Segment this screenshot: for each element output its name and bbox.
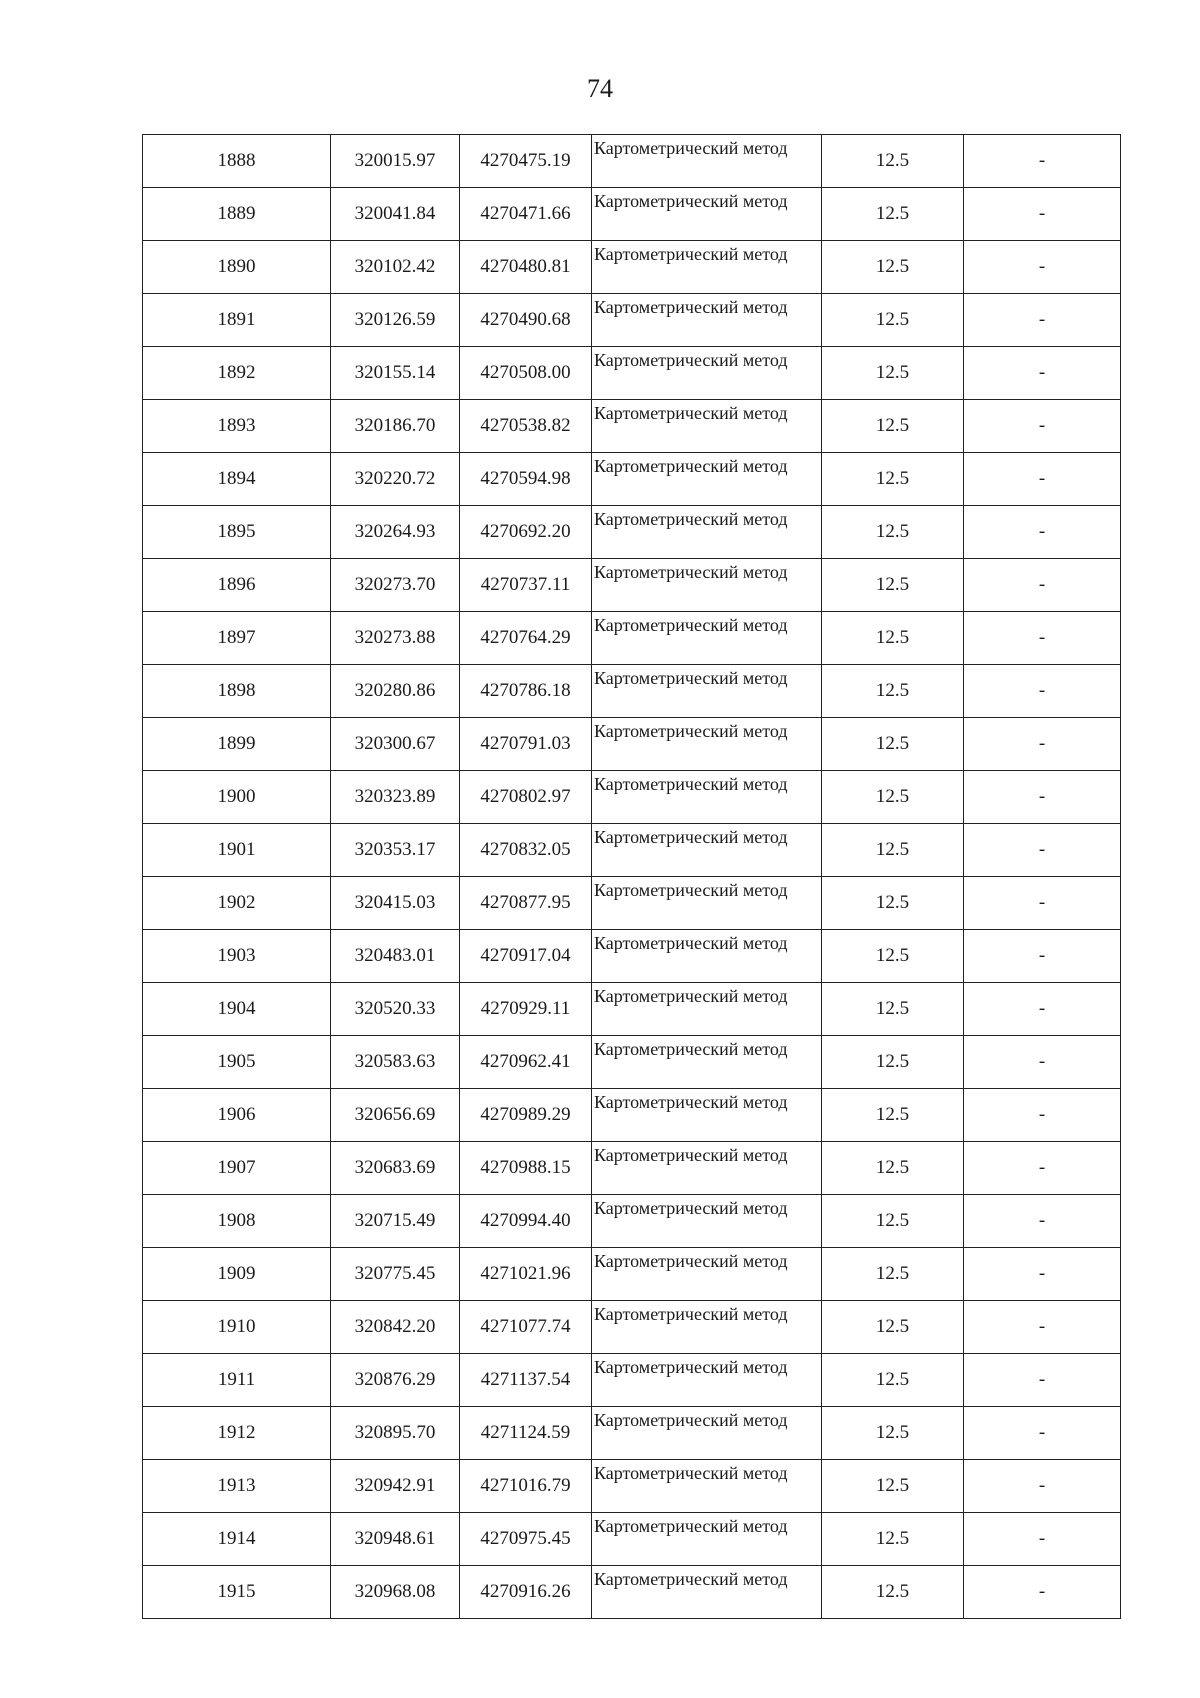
table-row xyxy=(143,347,1121,400)
table-row xyxy=(143,400,1121,453)
accuracy-cell: 12.5 xyxy=(822,1089,964,1142)
x-coordinate-cell: 320220.72 xyxy=(331,453,460,506)
point-cell: 1892 xyxy=(143,347,331,400)
table-row xyxy=(143,1407,1121,1460)
table-row xyxy=(143,1089,1121,1142)
table-row xyxy=(143,1513,1121,1566)
x-coordinate-cell: 320520.33 xyxy=(331,983,460,1036)
method-cell: Картометрический метод xyxy=(592,1248,822,1301)
method-cell: Картометрический метод xyxy=(592,506,822,559)
y-coordinate-cell: 4270480.81 xyxy=(460,241,592,294)
y-coordinate-cell: 4270989.29 xyxy=(460,1089,592,1142)
table-row xyxy=(143,1301,1121,1354)
accuracy-cell: 12.5 xyxy=(822,983,964,1036)
x-coordinate-cell: 320041.84 xyxy=(331,188,460,241)
table-row xyxy=(143,135,1121,188)
table-row xyxy=(143,1142,1121,1195)
table-row xyxy=(143,294,1121,347)
table-row xyxy=(143,718,1121,771)
x-coordinate-cell: 320264.93 xyxy=(331,506,460,559)
y-coordinate-cell: 4271137.54 xyxy=(460,1354,592,1407)
accuracy-cell: 12.5 xyxy=(822,665,964,718)
note-cell: - xyxy=(964,241,1121,294)
point-cell: 1895 xyxy=(143,506,331,559)
method-cell: Картометрический метод xyxy=(592,877,822,930)
accuracy-cell: 12.5 xyxy=(822,1142,964,1195)
note-cell: - xyxy=(964,1460,1121,1513)
x-coordinate-cell: 320353.17 xyxy=(331,824,460,877)
y-coordinate-cell: 4270791.03 xyxy=(460,718,592,771)
x-coordinate-cell: 320876.29 xyxy=(331,1354,460,1407)
x-coordinate-cell: 320126.59 xyxy=(331,294,460,347)
x-coordinate-cell: 320015.97 xyxy=(331,135,460,188)
method-cell: Картометрический метод xyxy=(592,241,822,294)
point-cell: 1888 xyxy=(143,135,331,188)
point-cell: 1913 xyxy=(143,1460,331,1513)
point-cell: 1889 xyxy=(143,188,331,241)
note-cell: - xyxy=(964,930,1121,983)
method-cell: Картометрический метод xyxy=(592,347,822,400)
x-coordinate-cell: 320273.70 xyxy=(331,559,460,612)
x-coordinate-cell: 320895.70 xyxy=(331,1407,460,1460)
y-coordinate-cell: 4271016.79 xyxy=(460,1460,592,1513)
method-cell: Картометрический метод xyxy=(592,665,822,718)
accuracy-cell: 12.5 xyxy=(822,188,964,241)
point-cell: 1904 xyxy=(143,983,331,1036)
note-cell: - xyxy=(964,559,1121,612)
x-coordinate-cell: 320683.69 xyxy=(331,1142,460,1195)
accuracy-cell: 12.5 xyxy=(822,241,964,294)
note-cell: - xyxy=(964,877,1121,930)
x-coordinate-cell: 320775.45 xyxy=(331,1248,460,1301)
note-cell: - xyxy=(964,1407,1121,1460)
point-cell: 1910 xyxy=(143,1301,331,1354)
accuracy-cell: 12.5 xyxy=(822,1566,964,1619)
x-coordinate-cell: 320323.89 xyxy=(331,771,460,824)
y-coordinate-cell: 4270594.98 xyxy=(460,453,592,506)
point-cell: 1897 xyxy=(143,612,331,665)
note-cell: - xyxy=(964,771,1121,824)
method-cell: Картометрический метод xyxy=(592,453,822,506)
accuracy-cell: 12.5 xyxy=(822,1407,964,1460)
point-cell: 1901 xyxy=(143,824,331,877)
accuracy-cell: 12.5 xyxy=(822,453,964,506)
table-row xyxy=(143,188,1121,241)
accuracy-cell: 12.5 xyxy=(822,1195,964,1248)
y-coordinate-cell: 4270508.00 xyxy=(460,347,592,400)
accuracy-cell: 12.5 xyxy=(822,1513,964,1566)
accuracy-cell: 12.5 xyxy=(822,506,964,559)
note-cell: - xyxy=(964,1248,1121,1301)
x-coordinate-cell: 320656.69 xyxy=(331,1089,460,1142)
y-coordinate-cell: 4270538.82 xyxy=(460,400,592,453)
note-cell: - xyxy=(964,612,1121,665)
accuracy-cell: 12.5 xyxy=(822,347,964,400)
point-cell: 1905 xyxy=(143,1036,331,1089)
accuracy-cell: 12.5 xyxy=(822,1036,964,1089)
y-coordinate-cell: 4270917.04 xyxy=(460,930,592,983)
x-coordinate-cell: 320948.61 xyxy=(331,1513,460,1566)
accuracy-cell: 12.5 xyxy=(822,1354,964,1407)
coordinates-table xyxy=(142,134,1121,1619)
point-cell: 1899 xyxy=(143,718,331,771)
y-coordinate-cell: 4270764.29 xyxy=(460,612,592,665)
point-cell: 1909 xyxy=(143,1248,331,1301)
point-cell: 1915 xyxy=(143,1566,331,1619)
method-cell: Картометрический метод xyxy=(592,1566,822,1619)
method-cell: Картометрический метод xyxy=(592,135,822,188)
table-row xyxy=(143,453,1121,506)
note-cell: - xyxy=(964,453,1121,506)
point-cell: 1911 xyxy=(143,1354,331,1407)
point-cell: 1900 xyxy=(143,771,331,824)
note-cell: - xyxy=(964,824,1121,877)
y-coordinate-cell: 4270692.20 xyxy=(460,506,592,559)
x-coordinate-cell: 320415.03 xyxy=(331,877,460,930)
y-coordinate-cell: 4270975.45 xyxy=(460,1513,592,1566)
note-cell: - xyxy=(964,1195,1121,1248)
accuracy-cell: 12.5 xyxy=(822,559,964,612)
x-coordinate-cell: 320300.67 xyxy=(331,718,460,771)
table-row xyxy=(143,930,1121,983)
note-cell: - xyxy=(964,1301,1121,1354)
accuracy-cell: 12.5 xyxy=(822,824,964,877)
y-coordinate-cell: 4270929.11 xyxy=(460,983,592,1036)
x-coordinate-cell: 320273.88 xyxy=(331,612,460,665)
y-coordinate-cell: 4270471.66 xyxy=(460,188,592,241)
y-coordinate-cell: 4270490.68 xyxy=(460,294,592,347)
method-cell: Картометрический метод xyxy=(592,1142,822,1195)
y-coordinate-cell: 4270962.41 xyxy=(460,1036,592,1089)
accuracy-cell: 12.5 xyxy=(822,135,964,188)
accuracy-cell: 12.5 xyxy=(822,930,964,983)
table-row xyxy=(143,824,1121,877)
x-coordinate-cell: 320968.08 xyxy=(331,1566,460,1619)
point-cell: 1906 xyxy=(143,1089,331,1142)
x-coordinate-cell: 320583.63 xyxy=(331,1036,460,1089)
accuracy-cell: 12.5 xyxy=(822,877,964,930)
x-coordinate-cell: 320942.91 xyxy=(331,1460,460,1513)
y-coordinate-cell: 4270737.11 xyxy=(460,559,592,612)
point-cell: 1902 xyxy=(143,877,331,930)
method-cell: Картометрический метод xyxy=(592,1354,822,1407)
accuracy-cell: 12.5 xyxy=(822,612,964,665)
x-coordinate-cell: 320715.49 xyxy=(331,1195,460,1248)
table-row xyxy=(143,1195,1121,1248)
note-cell: - xyxy=(964,400,1121,453)
point-cell: 1903 xyxy=(143,930,331,983)
method-cell: Картометрический метод xyxy=(592,1195,822,1248)
note-cell: - xyxy=(964,506,1121,559)
note-cell: - xyxy=(964,294,1121,347)
table-row xyxy=(143,1248,1121,1301)
table-body xyxy=(143,135,1121,1619)
note-cell: - xyxy=(964,718,1121,771)
y-coordinate-cell: 4270475.19 xyxy=(460,135,592,188)
method-cell: Картометрический метод xyxy=(592,612,822,665)
method-cell: Картометрический метод xyxy=(592,188,822,241)
note-cell: - xyxy=(964,1036,1121,1089)
note-cell: - xyxy=(964,188,1121,241)
method-cell: Картометрический метод xyxy=(592,1089,822,1142)
table-row xyxy=(143,771,1121,824)
note-cell: - xyxy=(964,983,1121,1036)
table-row xyxy=(143,1354,1121,1407)
method-cell: Картометрический метод xyxy=(592,1460,822,1513)
y-coordinate-cell: 4271077.74 xyxy=(460,1301,592,1354)
point-cell: 1891 xyxy=(143,294,331,347)
note-cell: - xyxy=(964,1566,1121,1619)
y-coordinate-cell: 4270988.15 xyxy=(460,1142,592,1195)
y-coordinate-cell: 4270916.26 xyxy=(460,1566,592,1619)
page-number: 74 xyxy=(587,74,613,103)
y-coordinate-cell: 4270877.95 xyxy=(460,877,592,930)
point-cell: 1896 xyxy=(143,559,331,612)
method-cell: Картометрический метод xyxy=(592,400,822,453)
y-coordinate-cell: 4271124.59 xyxy=(460,1407,592,1460)
note-cell: - xyxy=(964,1354,1121,1407)
x-coordinate-cell: 320483.01 xyxy=(331,930,460,983)
y-coordinate-cell: 4270832.05 xyxy=(460,824,592,877)
accuracy-cell: 12.5 xyxy=(822,1460,964,1513)
method-cell: Картометрический метод xyxy=(592,718,822,771)
point-cell: 1890 xyxy=(143,241,331,294)
method-cell: Картометрический метод xyxy=(592,559,822,612)
method-cell: Картометрический метод xyxy=(592,1301,822,1354)
point-cell: 1894 xyxy=(143,453,331,506)
x-coordinate-cell: 320102.42 xyxy=(331,241,460,294)
accuracy-cell: 12.5 xyxy=(822,400,964,453)
table-row xyxy=(143,983,1121,1036)
table-row xyxy=(143,612,1121,665)
point-cell: 1907 xyxy=(143,1142,331,1195)
note-cell: - xyxy=(964,347,1121,400)
y-coordinate-cell: 4270802.97 xyxy=(460,771,592,824)
method-cell: Картометрический метод xyxy=(592,983,822,1036)
y-coordinate-cell: 4270786.18 xyxy=(460,665,592,718)
note-cell: - xyxy=(964,1089,1121,1142)
note-cell: - xyxy=(964,1513,1121,1566)
method-cell: Картометрический метод xyxy=(592,1036,822,1089)
note-cell: - xyxy=(964,135,1121,188)
accuracy-cell: 12.5 xyxy=(822,718,964,771)
method-cell: Картометрический метод xyxy=(592,294,822,347)
table-row xyxy=(143,559,1121,612)
method-cell: Картометрический метод xyxy=(592,1407,822,1460)
method-cell: Картометрический метод xyxy=(592,771,822,824)
x-coordinate-cell: 320280.86 xyxy=(331,665,460,718)
table-row xyxy=(143,1036,1121,1089)
accuracy-cell: 12.5 xyxy=(822,1248,964,1301)
x-coordinate-cell: 320186.70 xyxy=(331,400,460,453)
table-row xyxy=(143,665,1121,718)
method-cell: Картометрический метод xyxy=(592,824,822,877)
point-cell: 1914 xyxy=(143,1513,331,1566)
y-coordinate-cell: 4271021.96 xyxy=(460,1248,592,1301)
table-row xyxy=(143,506,1121,559)
table-row xyxy=(143,1566,1121,1619)
accuracy-cell: 12.5 xyxy=(822,771,964,824)
point-cell: 1908 xyxy=(143,1195,331,1248)
note-cell: - xyxy=(964,1142,1121,1195)
x-coordinate-cell: 320155.14 xyxy=(331,347,460,400)
method-cell: Картометрический метод xyxy=(592,930,822,983)
method-cell: Картометрический метод xyxy=(592,1513,822,1566)
table-row xyxy=(143,241,1121,294)
point-cell: 1893 xyxy=(143,400,331,453)
table-row xyxy=(143,877,1121,930)
table-row xyxy=(143,1460,1121,1513)
y-coordinate-cell: 4270994.40 xyxy=(460,1195,592,1248)
point-cell: 1898 xyxy=(143,665,331,718)
point-cell: 1912 xyxy=(143,1407,331,1460)
accuracy-cell: 12.5 xyxy=(822,1301,964,1354)
x-coordinate-cell: 320842.20 xyxy=(331,1301,460,1354)
note-cell: - xyxy=(964,665,1121,718)
accuracy-cell: 12.5 xyxy=(822,294,964,347)
